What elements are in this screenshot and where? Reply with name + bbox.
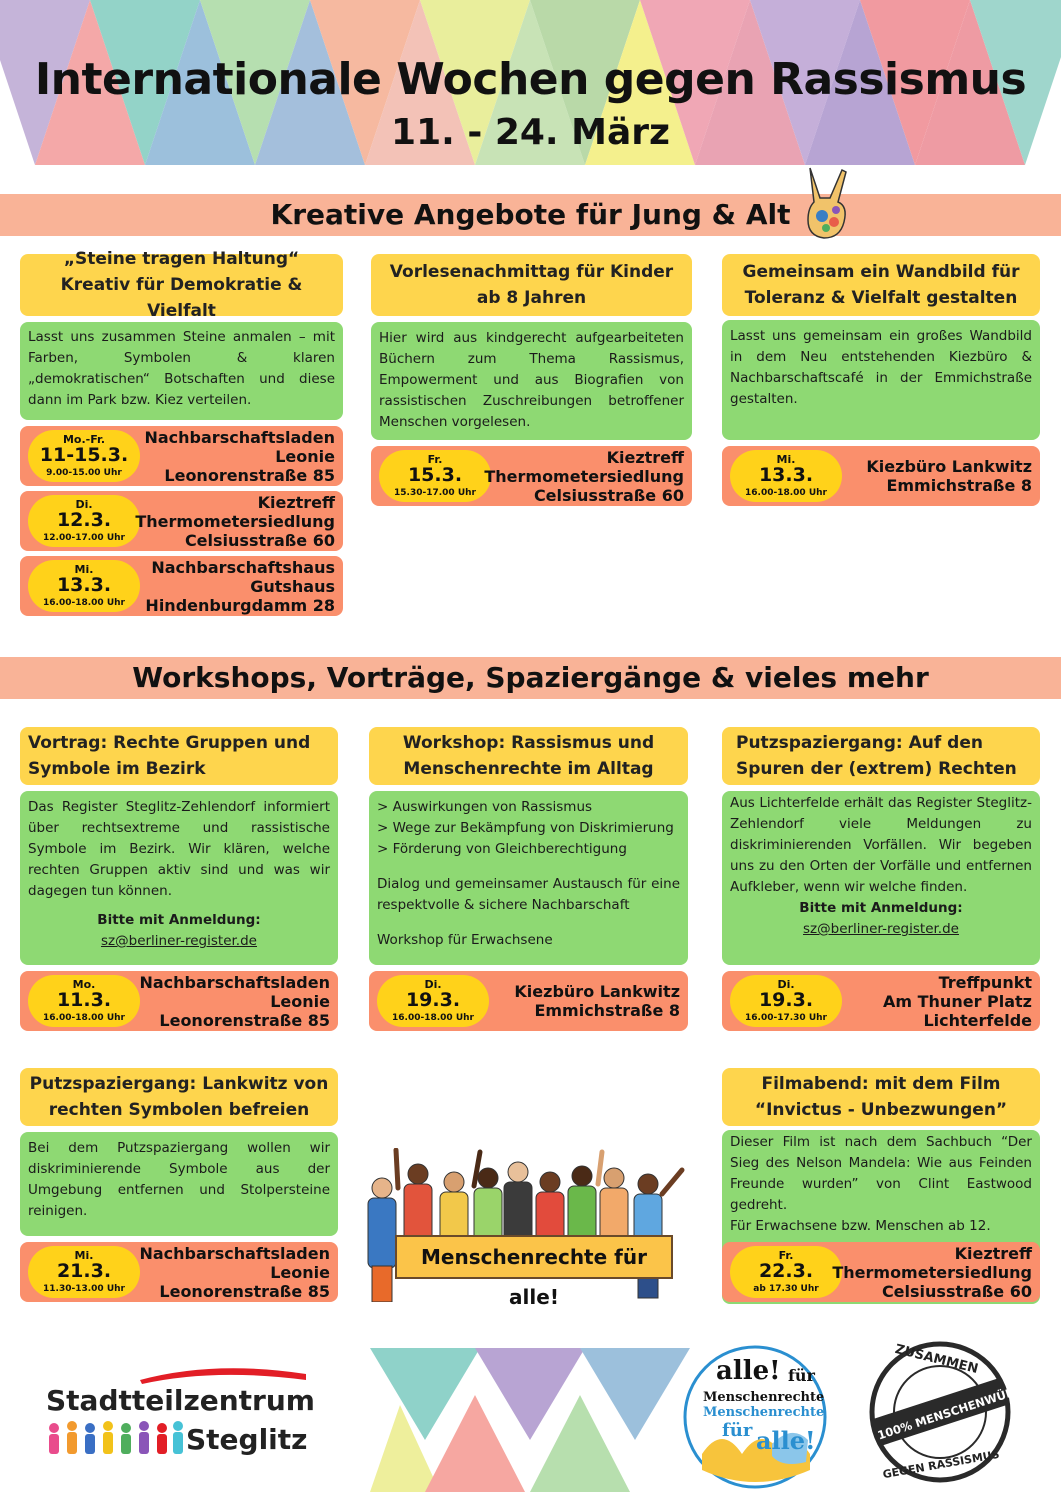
- card-title: Workshop: Rassismus und Menschenrechte im Alltag: [369, 727, 688, 785]
- date-row: [369, 971, 688, 1031]
- logo-text-stadtteilzentrum: Stadtteilzentrum: [46, 1384, 315, 1417]
- card-description: Lasst uns zusammen Steine anmalen – mit Farben, Symbolen & klaren „demokratischen“ Botschaften und diese dann im Park bzw. Kiez verteilen.: [20, 322, 343, 420]
- date-row: [371, 446, 692, 506]
- date-badge: Di. 19.3. 16.00-17.30 Uhr: [730, 975, 842, 1027]
- card-title: „Steine tragen Haltung“ Kreativ für Demokratie & Vielfalt: [20, 254, 343, 316]
- card-description: Aus Lichterfelde erhält das Register Steglitz-Zehlendorf viele Meldungen zu diskriminierenden Vorfällen. Wir begeben uns zu den Orten der Vorfälle und entfernen Aufkleber, wenn wir welche finden. Bitte mit Anmeldung: sz@berliner-register.de: [722, 791, 1040, 965]
- section-title: Kreative Angebote für Jung & Alt: [270, 198, 791, 231]
- date-badge: Mi. 13.3. 16.00-18.00 Uhr: [730, 450, 842, 502]
- peace-hand-icon: [802, 164, 850, 242]
- card-description: Das Register Steglitz-Zehlendorf informiert über rechtsextreme und rassistische Symbole im Bezirk. Wir klären, welche rechten Gruppen aktiv sind und was wir dagegen tun können. Bitte mit Anmeldung: sz@berliner-register.de: [20, 791, 338, 965]
- card-title: Gemeinsam ein Wandbild für Toleranz & Vielfalt gestalten: [722, 254, 1040, 316]
- card-description: Lasst uns gemeinsam ein großes Wandbild in dem Neu entstehenden Kiezbüro & Nachbarschaftscafé in der Emmichstraße gestalten.: [722, 320, 1040, 440]
- venue: Treffpunkt Am Thuner Platz Lichterfelde: [883, 973, 1032, 1030]
- date-row: [20, 971, 338, 1031]
- registration-email-link[interactable]: sz@berliner-register.de: [101, 933, 257, 949]
- stamp-text-bottom: GEGEN RASSISMUS: [881, 1447, 1001, 1482]
- card-description: Bei dem Putzspaziergang wollen wir diskriminierende Symbole aus der Umgebung entfernen und Stolpersteine reinigen.: [20, 1132, 338, 1236]
- card-title: Putzspaziergang: Auf den Spuren der (extrem) Rechten: [722, 727, 1040, 785]
- date-badge: Di. 12.3. 12.00-17.00 Uhr: [28, 495, 140, 547]
- date-badge: Mo. 11.3. 16.00-18.00 Uhr: [28, 975, 140, 1027]
- venue: Nachbarschaftsladen Leonie Leonorenstraße 85: [139, 973, 330, 1030]
- registration-note: Bitte mit Anmeldung:: [97, 912, 261, 928]
- alle-logo-word: alle!: [756, 1426, 816, 1455]
- section-header-creative: [0, 194, 1061, 236]
- date-badge: Fr. 15.3. 15.30-17.00 Uhr: [379, 450, 491, 502]
- date-row: [20, 426, 343, 486]
- alle-logo-word: für: [722, 1420, 753, 1441]
- logo-text-steglitz: Steglitz: [186, 1423, 308, 1456]
- section-header-workshops: [0, 657, 1061, 699]
- date-row: [722, 971, 1040, 1031]
- registration-note: Bitte mit Anmeldung:: [799, 900, 963, 916]
- card-title: Vorlesenachmittag für Kinder ab 8 Jahren: [371, 254, 692, 316]
- venue: Kiezbüro Lankwitz Emmichstraße 8: [514, 982, 680, 1020]
- venue: Kieztreff Thermometersiedlung Celsiusstraße 60: [135, 493, 335, 550]
- date-badge: Mi. 21.3. 11.30-13.00 Uhr: [28, 1246, 140, 1298]
- alle-logo-word: alle!: [716, 1356, 781, 1386]
- illustration-banner: Menschenrechte für alle!: [395, 1235, 673, 1279]
- registration-email-link[interactable]: sz@berliner-register.de: [803, 921, 959, 937]
- venue: Nachbarschaftshaus Gutshaus Hindenburgdamm 28: [145, 558, 335, 615]
- date-badge: Mo.-Fr. 11-15.3. 9.00-15.00 Uhr: [28, 430, 140, 482]
- date-row: [20, 556, 343, 616]
- page-title: Internationale Wochen gegen Rassismus: [34, 54, 1027, 105]
- date-badge: Di. 19.3. 16.00-18.00 Uhr: [377, 975, 489, 1027]
- date-row: [20, 491, 343, 551]
- date-row: [722, 446, 1040, 506]
- date-badge: Fr. 22.3. ab 17.30 Uhr: [730, 1246, 842, 1298]
- alle-logo-word: Menschenrechte: [703, 1390, 825, 1405]
- card-description: Hier wird aus kindgerecht aufgearbeiteten Büchern zum Thema Rassismus, Empowerment und aus Biografien von rassistischen Zuschreibungen betroffener Menschen vorgelesen.: [371, 322, 692, 440]
- venue: Kieztreff Thermometersiedlung Celsiusstraße 60: [832, 1244, 1032, 1301]
- card-description: > Auswirkungen von Rassismus > Wege zur Bekämpfung von Diskrimierung > Förderung von Gleichberechtigung Dialog und gemeinsamer Austausch für eine respektvolle & sichere Nachbarschaft Workshop für Erwachsene: [369, 791, 688, 965]
- card-description: Dieser Film ist nach dem Sachbuch “Der Sieg des Nelson Mandela: Wie aus Feinden Freunde wurden” von Clint Eastwood gedreht. Für Erwachsene bzw. Menschen ab 12.: [722, 1130, 1040, 1304]
- stamp-text-middle: 100% MENSCHENWÜRDE: [875, 1379, 1033, 1443]
- alle-logo-word: für: [788, 1366, 815, 1385]
- card-title: Putzspaziergang: Lankwitz von rechten Symbolen befreien: [20, 1068, 338, 1126]
- card-title: Vortrag: Rechte Gruppen und Symbole im Bezirk: [20, 727, 338, 785]
- card-title: Filmabend: mit dem Film “Invictus - Unbezwungen”: [722, 1068, 1040, 1126]
- section-title: Workshops, Vorträge, Spaziergänge & vieles mehr: [132, 661, 929, 694]
- venue: Kieztreff Thermometersiedlung Celsiusstraße 60: [484, 448, 684, 505]
- event-dates: 11. - 24. März: [391, 112, 670, 153]
- alle-logo-word: Menschenrechte: [703, 1405, 825, 1420]
- stamp-text-top: ZUSAMMEN: [893, 1341, 980, 1378]
- decorative-triangle-footer: [330, 1340, 700, 1500]
- date-row: [722, 1242, 1040, 1302]
- date-row: [20, 1242, 338, 1302]
- date-badge: Mi. 13.3. 16.00-18.00 Uhr: [28, 560, 140, 612]
- venue: Nachbarschaftsladen Leonie Leonorenstraße 85: [139, 1244, 330, 1301]
- venue: Kiezbüro Lankwitz Emmichstraße 8: [866, 457, 1032, 495]
- venue: Nachbarschaftsladen Leonie Leonorenstraße 85: [144, 428, 335, 485]
